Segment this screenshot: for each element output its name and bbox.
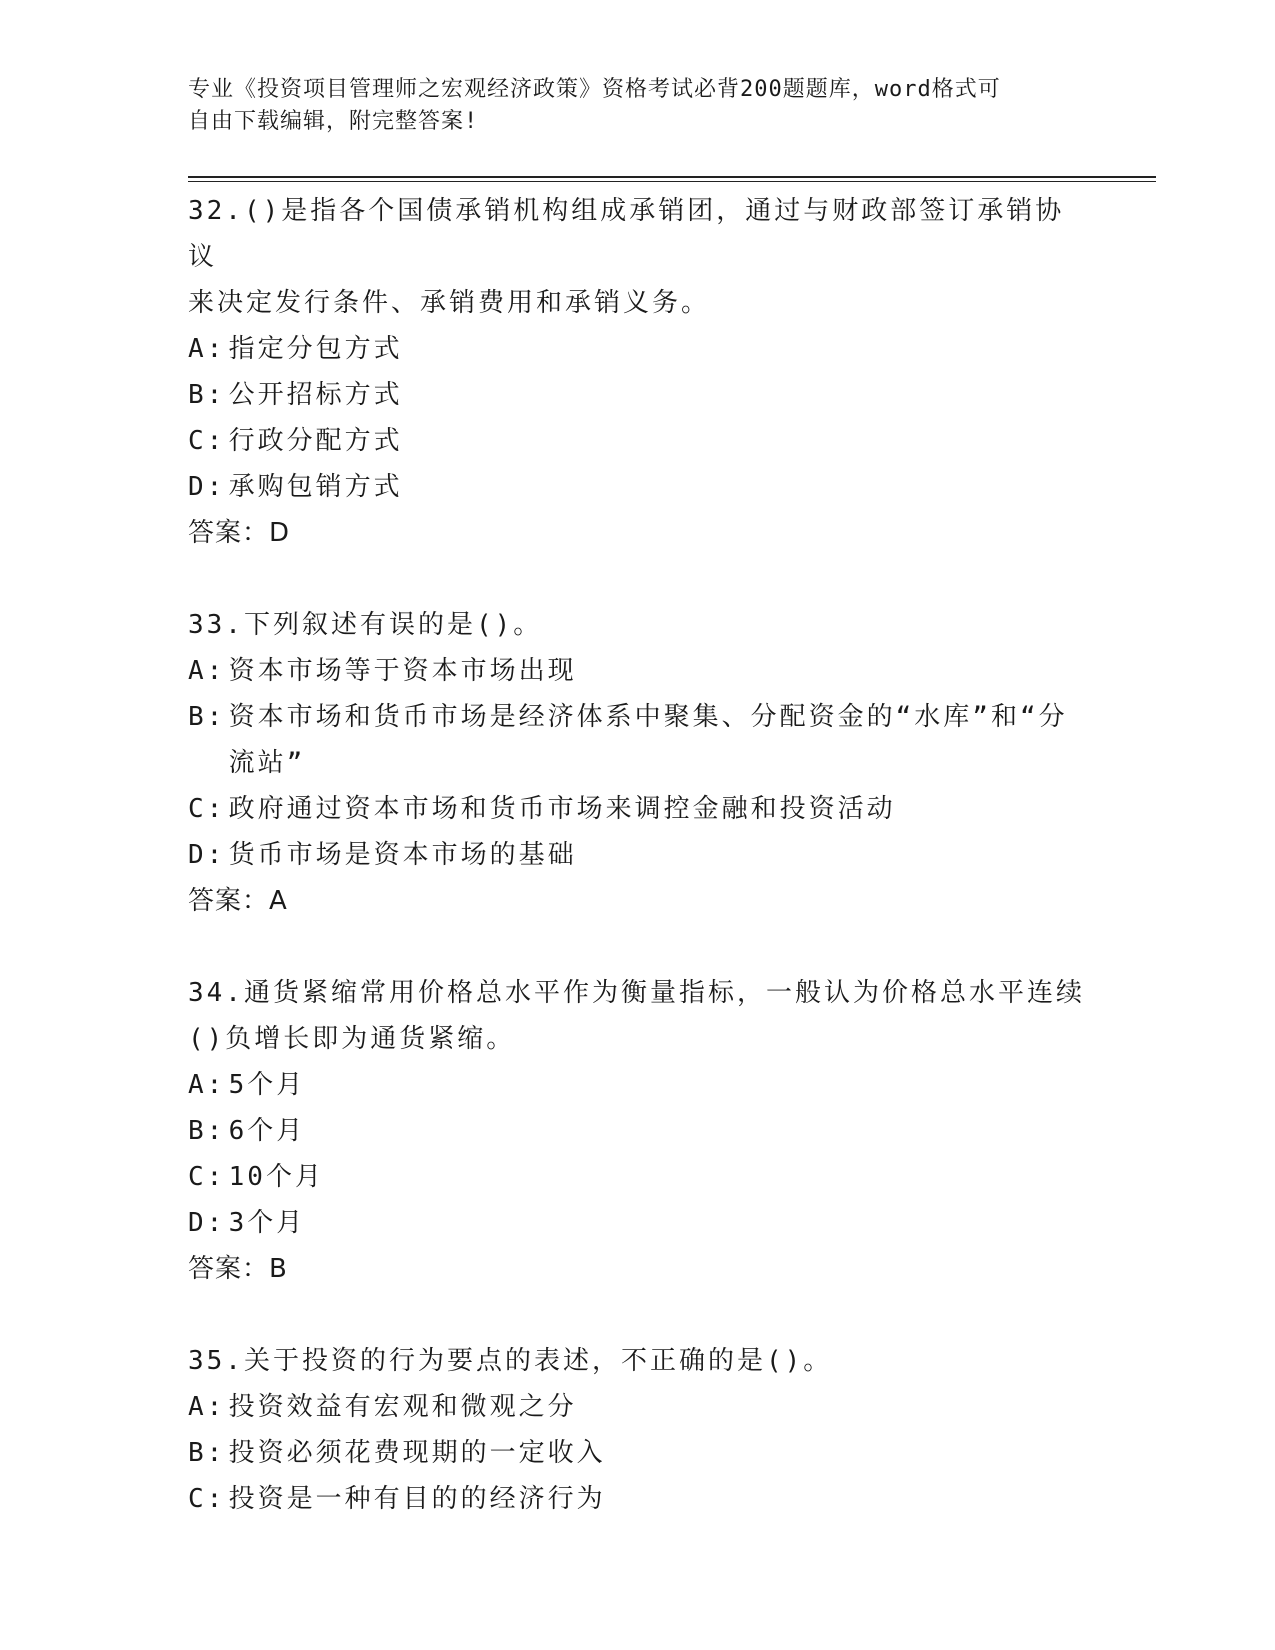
header-line-2: 自由下载编辑，附完整答案! [188,109,479,134]
option-key: D [188,472,207,502]
question-block [188,970,1088,1292]
question-list [188,188,1088,1568]
answer-option [188,1476,1088,1522]
answer-option [188,372,1088,418]
option-separator: : [206,656,226,686]
option-key: A [188,1392,207,1422]
question-block [188,188,1088,556]
option-separator: : [206,1392,226,1422]
question-stem-line: 35.关于投资的行为要点的表述，不正确的是()。 [188,1346,833,1376]
option-text: 3个月 [228,1208,306,1238]
option-separator: : [206,1484,226,1514]
answer-option [188,464,1088,510]
option-separator: : [206,334,226,364]
option-separator: : [206,840,226,870]
option-separator: : [206,426,226,456]
answer-line [188,510,1088,556]
option-key: C [188,794,207,824]
answer-label: 答案： [188,886,270,916]
answer-option [188,418,1088,464]
answer-line [188,1246,1088,1292]
header-divider-thin [188,181,1156,182]
header-divider-thick [188,176,1156,178]
answer-option [188,786,1088,832]
answer-value: A [269,886,288,916]
option-key: B [188,380,207,410]
question-block [188,1338,1088,1522]
option-separator: : [206,1070,226,1100]
option-key: B [188,702,207,732]
option-text: 6个月 [228,1116,306,1146]
option-key: C [188,1484,207,1514]
question-stem-line: 33.下列叙述有误的是()。 [188,610,543,640]
question-stem-line: 34.通货紧缩常用价格总水平作为衡量指标，一般认为价格总水平连续 [188,978,1085,1008]
option-text: 行政分配方式 [228,426,403,456]
question-stem-line: 来决定发行条件、承销费用和承销义务。 [188,288,711,318]
answer-option [188,832,1088,878]
answer-line [188,878,1088,924]
option-text: 承购包销方式 [228,472,403,502]
option-separator: : [206,1162,226,1192]
option-key: A [188,656,207,686]
option-key: C [188,1162,207,1192]
answer-label: 答案： [188,1254,270,1284]
option-key: B [188,1438,207,1468]
option-separator: : [206,1208,226,1238]
answer-option [188,326,1088,372]
document-header [188,74,1068,138]
option-text: 投资必须花费现期的一定收入 [228,1438,606,1468]
answer-option [188,1154,1088,1200]
option-key: A [188,334,207,364]
option-key: D [188,1208,207,1238]
option-text: 10个月 [228,1162,324,1192]
option-text: 资本市场等于资本市场出现 [228,656,577,686]
answer-option [188,1430,1088,1476]
option-key: A [188,1070,207,1100]
option-separator: : [206,1438,226,1468]
option-text: 资本市场和货币市场是经济体系中聚集、分配资金的“水库”和“分流站” [228,702,1068,778]
option-separator: : [206,380,226,410]
answer-option [188,694,1088,786]
answer-option [188,1108,1088,1154]
option-key: C [188,426,207,456]
answer-option [188,1062,1088,1108]
option-key: D [188,840,207,870]
answer-option [188,1200,1088,1246]
question-stem-line: ()负增长即为通货紧缩。 [188,1024,516,1054]
answer-value: D [269,518,291,548]
option-text: 指定分包方式 [228,334,403,364]
option-separator: : [206,472,226,502]
option-key: B [188,1116,207,1146]
option-separator: : [206,702,226,732]
option-text: 投资效益有宏观和微观之分 [228,1392,577,1422]
header-line-1: 专业《投资项目管理师之宏观经济政策》资格考试必背200题题库，word格式可 [188,77,1001,102]
answer-value: B [269,1254,288,1284]
question-stem-line: 32.()是指各个国债承销机构组成承销团，通过与财政部签订承销协议 [188,196,1065,272]
option-separator: : [206,794,226,824]
option-text: 政府通过资本市场和货币市场来调控金融和投资活动 [228,794,896,824]
answer-label: 答案： [188,518,270,548]
option-text: 货币市场是资本市场的基础 [228,840,577,870]
option-separator: : [206,1116,226,1146]
option-text: 公开招标方式 [228,380,403,410]
option-text: 投资是一种有目的的经济行为 [228,1484,606,1514]
question-block [188,602,1088,924]
option-text: 5个月 [228,1070,306,1100]
answer-option [188,1384,1088,1430]
answer-option [188,648,1088,694]
